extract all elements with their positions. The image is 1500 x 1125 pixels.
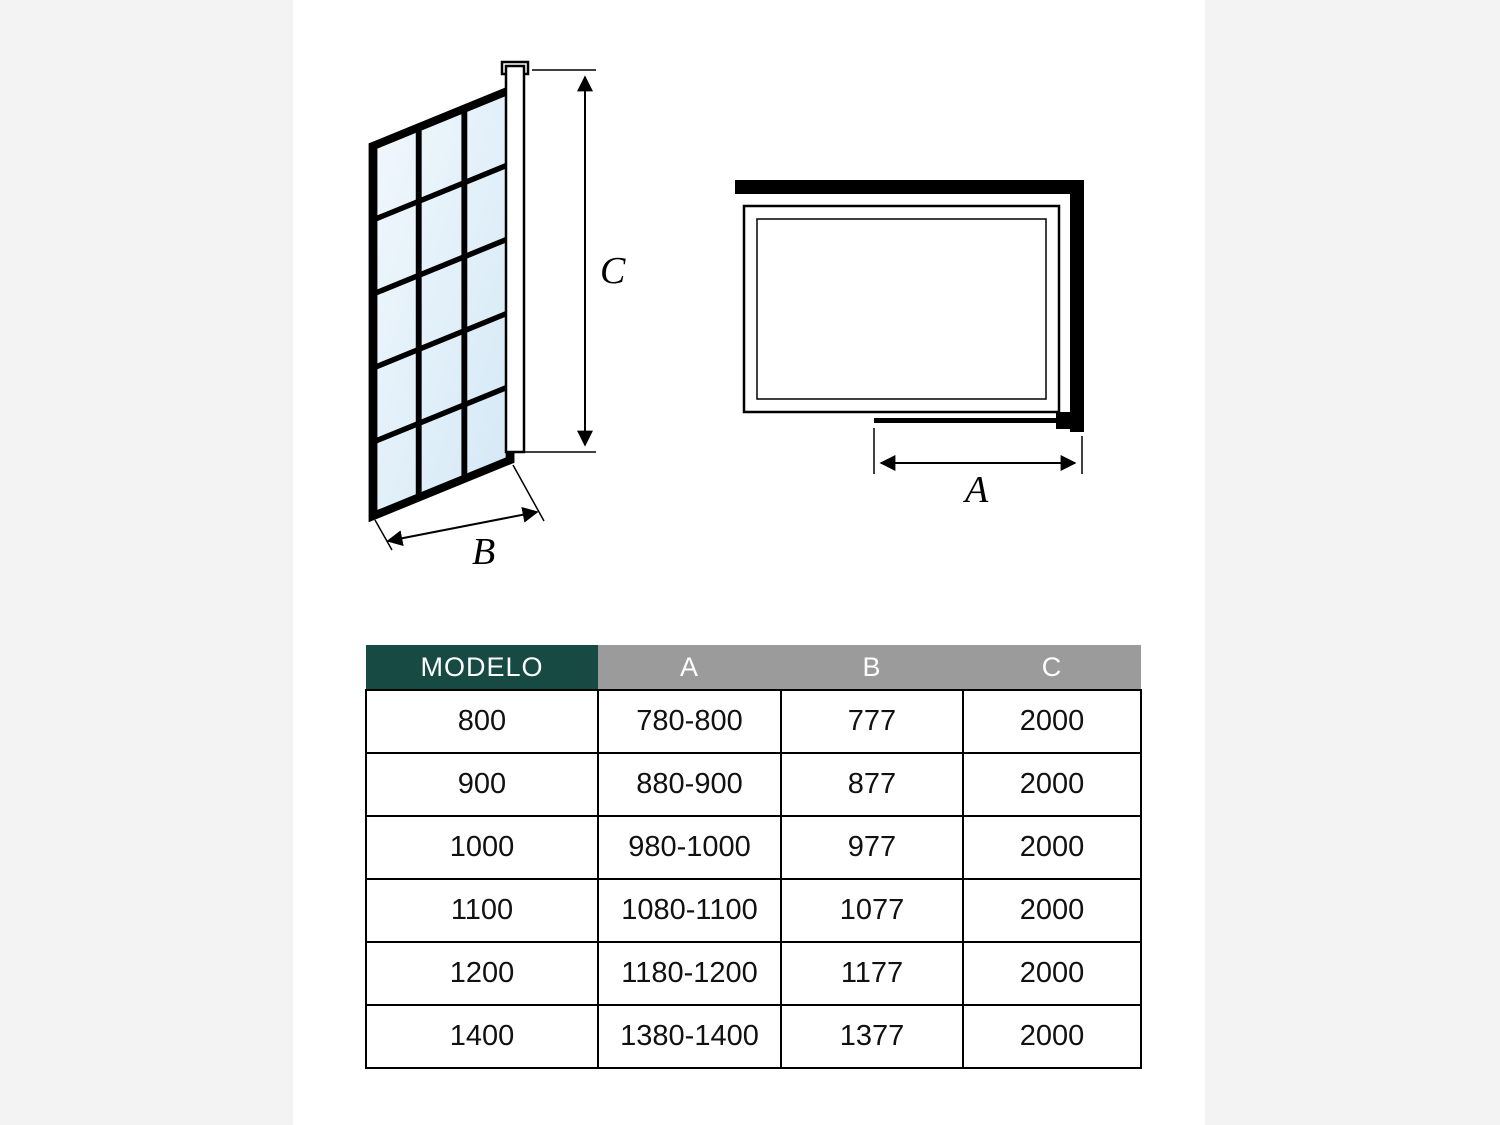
cell-a: 880-900 — [598, 753, 781, 816]
dim-a-label: A — [965, 469, 989, 511]
table-row — [366, 816, 1141, 879]
cell-c: 2000 — [963, 816, 1141, 879]
dimension-c — [520, 70, 596, 452]
cell-a: 1080-1100 — [598, 879, 781, 942]
table-row — [366, 753, 1141, 816]
dim-c-label: C — [600, 250, 626, 292]
cell-b: 1177 — [781, 942, 963, 1005]
glass-plan-outline — [744, 206, 1059, 412]
cell-modelo: 900 — [366, 753, 598, 816]
table-row — [366, 1005, 1141, 1068]
table-header-row — [366, 645, 1141, 690]
cell-b: 977 — [781, 816, 963, 879]
table-row — [366, 942, 1141, 1005]
cell-a: 980-1000 — [598, 816, 781, 879]
cell-c: 2000 — [963, 1005, 1141, 1068]
cell-c: 2000 — [963, 879, 1141, 942]
cell-c: 2000 — [963, 690, 1141, 753]
col-header-b: B — [781, 645, 963, 690]
cell-a: 780-800 — [598, 690, 781, 753]
cell-modelo: 800 — [366, 690, 598, 753]
glass-panel — [373, 90, 510, 516]
cell-b: 1077 — [781, 879, 963, 942]
col-header-modelo: MODELO — [366, 645, 598, 690]
cell-modelo: 1200 — [366, 942, 598, 1005]
cell-b: 1377 — [781, 1005, 963, 1068]
col-header-a: A — [598, 645, 781, 690]
dimension-a — [874, 428, 1082, 474]
support-bar — [874, 418, 1066, 423]
table-row — [366, 879, 1141, 942]
cell-a: 1180-1200 — [598, 942, 781, 1005]
cell-c: 2000 — [963, 753, 1141, 816]
wall-right — [1070, 180, 1084, 432]
wall-profile — [506, 66, 524, 452]
col-header-c: C — [963, 645, 1141, 690]
table-row — [366, 690, 1141, 753]
spec-table — [365, 645, 1142, 1069]
cell-c: 2000 — [963, 942, 1141, 1005]
dim-b-label: B — [472, 531, 496, 573]
cell-a: 1380-1400 — [598, 1005, 781, 1068]
front-view-panel — [373, 62, 528, 516]
wall-top — [735, 180, 1084, 194]
cell-modelo: 1400 — [366, 1005, 598, 1068]
cell-modelo: 1000 — [366, 816, 598, 879]
cell-b: 877 — [781, 753, 963, 816]
cell-modelo: 1100 — [366, 879, 598, 942]
cell-b: 777 — [781, 690, 963, 753]
top-view — [735, 180, 1084, 432]
support-bracket — [1056, 412, 1072, 429]
